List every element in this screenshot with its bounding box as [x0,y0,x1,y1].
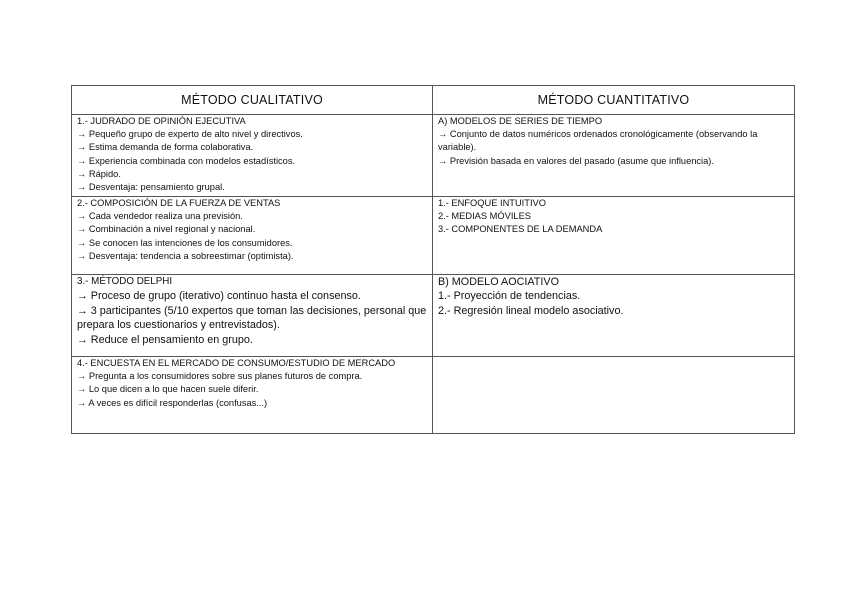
cell-line: 2.- MEDIAS MÓVILES [438,211,531,222]
cell-line: → Pregunta a los consumidores sobre sus planes futuros de compra. [77,371,363,382]
cell-line: → Previsión basada en valores del pasado (asume que influencia). [438,155,714,166]
cell-enfoques-series [433,197,795,275]
cell-modelo-asociativo [433,275,795,357]
cell-line: 2.- Regresión lineal modelo asociativo. [438,304,624,317]
cell-line: → Pequeño grupo de experto de alto nivel y directivos. [77,129,303,140]
cell-line: → Combinación a nivel regional y nacional. [77,224,256,235]
cell-line: → Rápido. [77,168,121,179]
table-row [72,197,795,275]
methods-table [71,85,795,434]
cell-line: → A veces es difícil responderlas (confusas...) [77,397,268,408]
cell-title: 3.- MÉTODO DELPHI [77,276,173,287]
cell-line: → Cada vendedor realiza una previsión. [77,211,243,222]
cell-encuesta-mercado [72,357,433,434]
header-cualitativo: MÉTODO CUALITATIVO [72,86,433,115]
cell-line: → 3 participantes (5/10 expertos que toman las decisiones, personal que prepara los cuestionarios y entrevistados). [77,304,427,332]
cell-line: → Se conocen las intenciones de los consumidores. [77,237,293,248]
cell-title: 2.- COMPOSICIÓN DE LA FUERZA DE VENTAS [77,198,281,208]
cell-title: 1.- JUDRADO DE OPINIÓN EJECUTIVA [77,116,246,126]
cell-line: → Lo que dicen a lo que hacen suele diferir. [77,384,259,395]
header-cuantitativo: MÉTODO CUANTITATIVO [433,86,795,115]
cell-line: → Desventaja: pensamiento grupal. [77,182,225,193]
table-row [72,275,795,357]
table-row [72,115,795,197]
table-row [72,357,795,434]
cell-metodo-delphi [72,275,433,357]
cell-line: → Experiencia combinada con modelos estadísticos. [77,155,296,166]
cell-line: → Proceso de grupo (iterativo) continuo hasta el consenso. [77,290,361,303]
cell-line: → Desventaja: tendencia a sobreestimar (optimista). [77,250,294,261]
cell-title: 1.- ENFOQUE INTUITIVO [438,198,546,208]
cell-title: A) MODELOS DE SERIES DE TIEMPO [438,116,603,126]
cell-line: → Reduce el pensamiento en grupo. [77,333,253,346]
cell-line: 1.- Proyección de tendencias. [438,290,581,303]
cell-line: → Conjunto de datos numéricos ordenados cronológicamente (observando la variable). [438,129,758,153]
cell-title: B) MODELO AOCIATIVO [438,276,559,288]
cell-empty [433,357,795,434]
cell-line: 3.- COMPONENTES DE LA DEMANDA [438,224,603,235]
cell-title: 4.- ENCUESTA EN EL MERCADO DE CONSUMO/ESTUDIO DE MERCADO [77,358,396,368]
header-row [72,86,795,115]
cell-series-de-tiempo [433,115,795,197]
cell-line: → Estima demanda de forma colaborativa. [77,142,254,153]
cell-fuerza-de-ventas [72,197,433,275]
cell-juicio-opinion-ejecutiva [72,115,433,197]
